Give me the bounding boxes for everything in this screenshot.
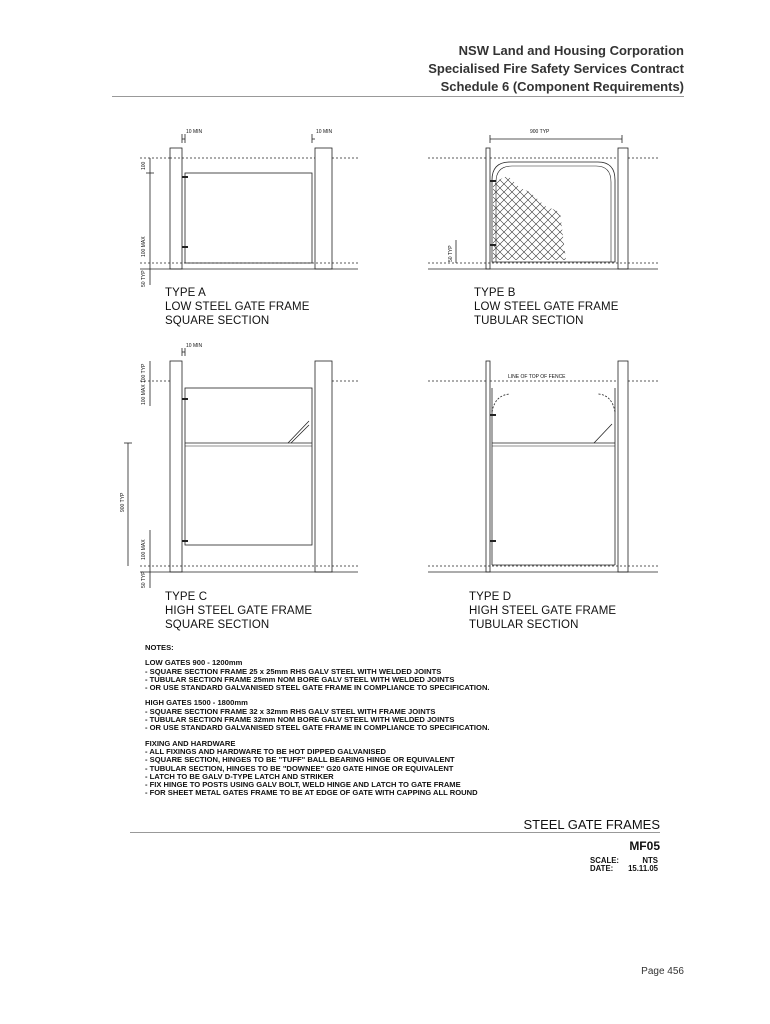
header-schedule: Schedule 6 (Component Requirements) xyxy=(440,79,684,94)
dim-a-10min-left: 10 MIN xyxy=(186,129,203,135)
type-d-label xyxy=(469,590,616,632)
type-d-section: TUBULAR SECTION xyxy=(469,619,579,631)
notes-fix-line: - FIX HINGE TO POSTS USING GALV BOLT, WELD HINGE AND LATCH TO GATE FRAME xyxy=(145,780,461,790)
dim-d-line-top: LINE OF TOP OF FENCE xyxy=(508,374,566,380)
type-c-drawing xyxy=(124,348,358,588)
type-d-drawing xyxy=(428,361,658,572)
title-rule xyxy=(130,832,660,833)
type-c-name: TYPE C xyxy=(165,591,208,603)
dim-c-100max-top: 100 MAX xyxy=(141,384,147,405)
type-b-section: TUBULAR SECTION xyxy=(474,315,584,327)
type-c-section: SQUARE SECTION xyxy=(165,619,270,631)
type-a-desc: LOW STEEL GATE FRAME xyxy=(165,301,310,313)
notes-fix-line: - FOR SHEET METAL GATES FRAME TO BE AT EDGE OF GATE WITH CAPPING ALL ROUND xyxy=(145,788,478,798)
type-c-desc: HIGH STEEL GATE FRAME xyxy=(165,605,313,617)
dim-a-100max: 100 MAX xyxy=(141,236,147,257)
type-b-desc: LOW STEEL GATE FRAME xyxy=(474,301,619,313)
dim-c-50typ: 50 TYP xyxy=(141,571,147,588)
notes-fix-heading: FIXING AND HARDWARE xyxy=(145,738,236,748)
notes-low-line: - TUBULAR SECTION FRAME 25mm NOM BORE GALV STEEL WITH WELDED JOINTS xyxy=(145,674,455,684)
dim-a-10min-right: 10 MIN xyxy=(316,129,333,135)
type-b-name: TYPE B xyxy=(474,287,516,299)
dim-c-900typ: 900 TYP xyxy=(120,492,126,512)
dim-a-50typ: 50 TYP xyxy=(141,270,147,287)
dim-c-10min: 10 MIN xyxy=(186,343,203,349)
notes-fix-line: - ALL FIXINGS AND HARDWARE TO BE HOT DIPPED GALVANISED xyxy=(145,746,387,756)
type-d-name: TYPE D xyxy=(469,591,512,603)
dim-c-100typ: 100 TYP xyxy=(141,363,147,383)
drawing-title: STEEL GATE FRAMES xyxy=(523,817,660,832)
notes-fix-line: - TUBULAR SECTION, HINGES TO BE "DOWNEE" G20 GATE HINGE OR EQUIVALENT xyxy=(145,763,454,773)
header-org: NSW Land and Housing Corporation xyxy=(458,43,684,58)
type-b-label xyxy=(474,286,619,328)
notes-low-line: - OR USE STANDARD GALVANISED STEEL GATE FRAME IN COMPLIANCE TO SPECIFICATION. xyxy=(145,683,490,693)
page-number: Page 456 xyxy=(641,966,684,977)
scale-label: SCALE: xyxy=(590,856,620,865)
type-a-drawing xyxy=(140,134,358,285)
notes-high-line: - SQUARE SECTION FRAME 32 x 32mm RHS GALV STEEL WITH FRAME JOINTS xyxy=(145,706,436,716)
type-c-label xyxy=(165,590,312,632)
dim-b-900typ: 900 TYP xyxy=(530,129,550,135)
notes-low-heading: LOW GATES 900 - 1200mm xyxy=(145,658,243,668)
notes-high-heading: HIGH GATES 1500 - 1800mm xyxy=(145,698,248,708)
type-d-desc: HIGH STEEL GATE FRAME xyxy=(469,605,617,617)
scale-value: NTS xyxy=(642,856,658,865)
notes-fix-line: - SQUARE SECTION, HINGES TO BE "TUFF" BALL BEARING HINGE OR EQUIVALENT xyxy=(145,755,455,765)
dim-b-50typ: 50 TYP xyxy=(448,245,454,262)
date-value: 15.11.05 xyxy=(628,864,658,873)
dim-c-100max-bot: 100 MAX xyxy=(141,539,147,560)
notes-block xyxy=(145,644,565,798)
notes-low-line: - SQUARE SECTION FRAME 25 x 25mm RHS GALV STEEL WITH WELDED JOINTS xyxy=(145,666,442,676)
type-a-name: TYPE A xyxy=(165,287,206,299)
type-a-section: SQUARE SECTION xyxy=(165,315,270,327)
notes-high-line: - TUBULAR SECTION FRAME 32mm NOM BORE GALV STEEL WITH WELDED JOINTS xyxy=(145,715,455,725)
type-b-drawing xyxy=(428,135,658,269)
header-contract: Specialised Fire Safety Services Contract xyxy=(428,61,684,76)
dim-a-100: 100 xyxy=(141,161,147,170)
notes-fix-line: - LATCH TO BE GALV D-TYPE LATCH AND STRIKER xyxy=(145,771,334,781)
notes-high-line: - OR USE STANDARD GALVANISED STEEL GATE FRAME IN COMPLIANCE TO SPECIFICATION. xyxy=(145,723,490,733)
type-a-label xyxy=(165,286,310,328)
drawing-code: MF05 xyxy=(629,839,660,853)
date-label: DATE: xyxy=(590,864,614,873)
notes-title: NOTES: xyxy=(145,643,174,652)
